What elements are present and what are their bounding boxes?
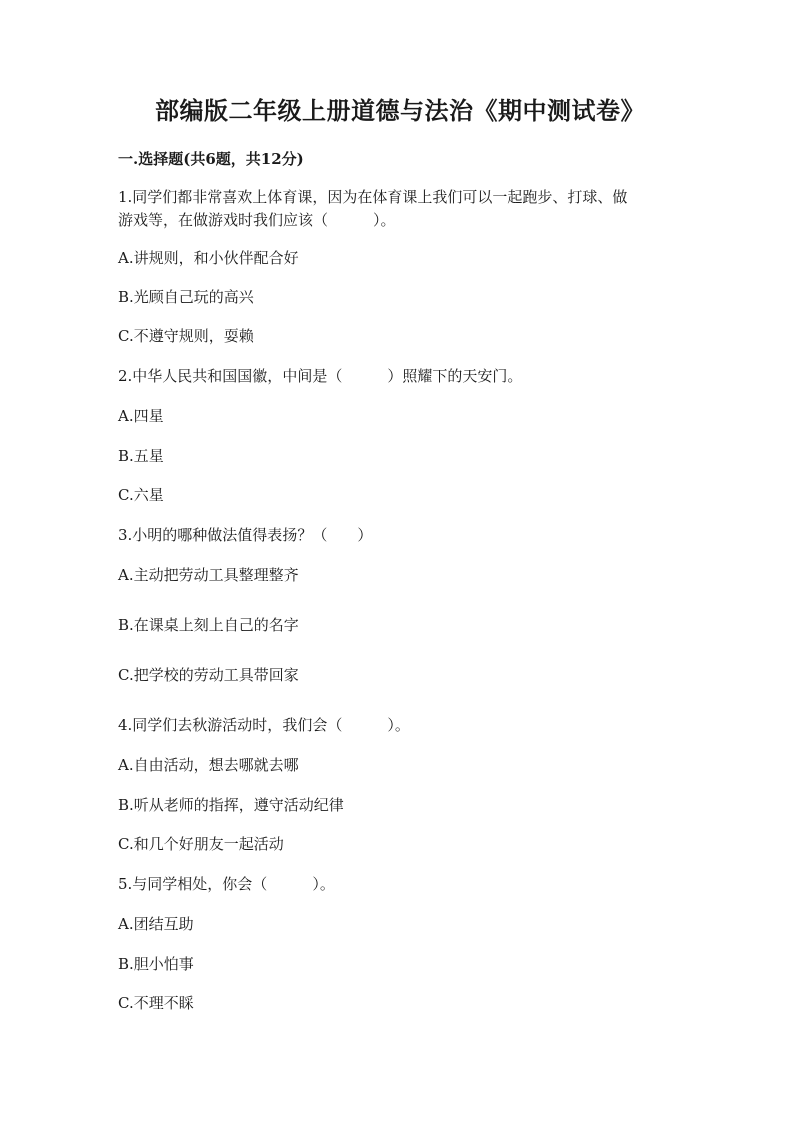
- question-2-option-a: A.四星: [118, 407, 164, 425]
- question-1-stem-line2: 游戏等，在做游戏时我们应该（ ）。: [118, 211, 396, 229]
- question-1-stem-line1: 1.同学们都非常喜欢上体育课，因为在体育课上我们可以一起跑步、打球、做: [118, 188, 628, 206]
- question-5-option-b: B.胆小怕事: [118, 955, 194, 973]
- question-2-option-c: C.六星: [118, 486, 164, 504]
- section-heading: 一.选择题(共6题，共12分): [118, 150, 304, 168]
- question-1-option-c: C.不遵守规则，耍赖: [118, 327, 254, 345]
- question-5-stem: 5.与同学相处，你会（ ）。: [118, 875, 335, 893]
- question-4-option-c: C.和几个好朋友一起活动: [118, 835, 284, 853]
- page-title: 部编版二年级上册道德与法治《期中测试卷》: [155, 96, 645, 125]
- question-3-option-a: A.主动把劳动工具整理整齐: [118, 566, 299, 584]
- question-4-option-b: B.听从老师的指挥，遵守活动纪律: [118, 796, 344, 814]
- question-4-stem: 4.同学们去秋游活动时，我们会（ ）。: [118, 716, 410, 734]
- question-1-option-b: B.光顾自己玩的高兴: [118, 288, 254, 306]
- question-3-stem: 3.小明的哪种做法值得表扬？（ ）: [118, 526, 373, 544]
- question-3-option-b: B.在课桌上刻上自己的名字: [118, 616, 299, 634]
- question-4-option-a: A.自由活动，想去哪就去哪: [118, 756, 299, 774]
- question-5-option-a: A.团结互助: [118, 915, 194, 933]
- question-2-option-b: B.五星: [118, 447, 164, 465]
- question-1-option-a: A.讲规则，和小伙伴配合好: [118, 249, 299, 267]
- question-3-option-c: C.把学校的劳动工具带回家: [118, 666, 299, 684]
- question-5-option-c: C.不理不睬: [118, 994, 194, 1012]
- question-2-stem: 2.中华人民共和国国徽，中间是（ ）照耀下的天安门。: [118, 367, 523, 385]
